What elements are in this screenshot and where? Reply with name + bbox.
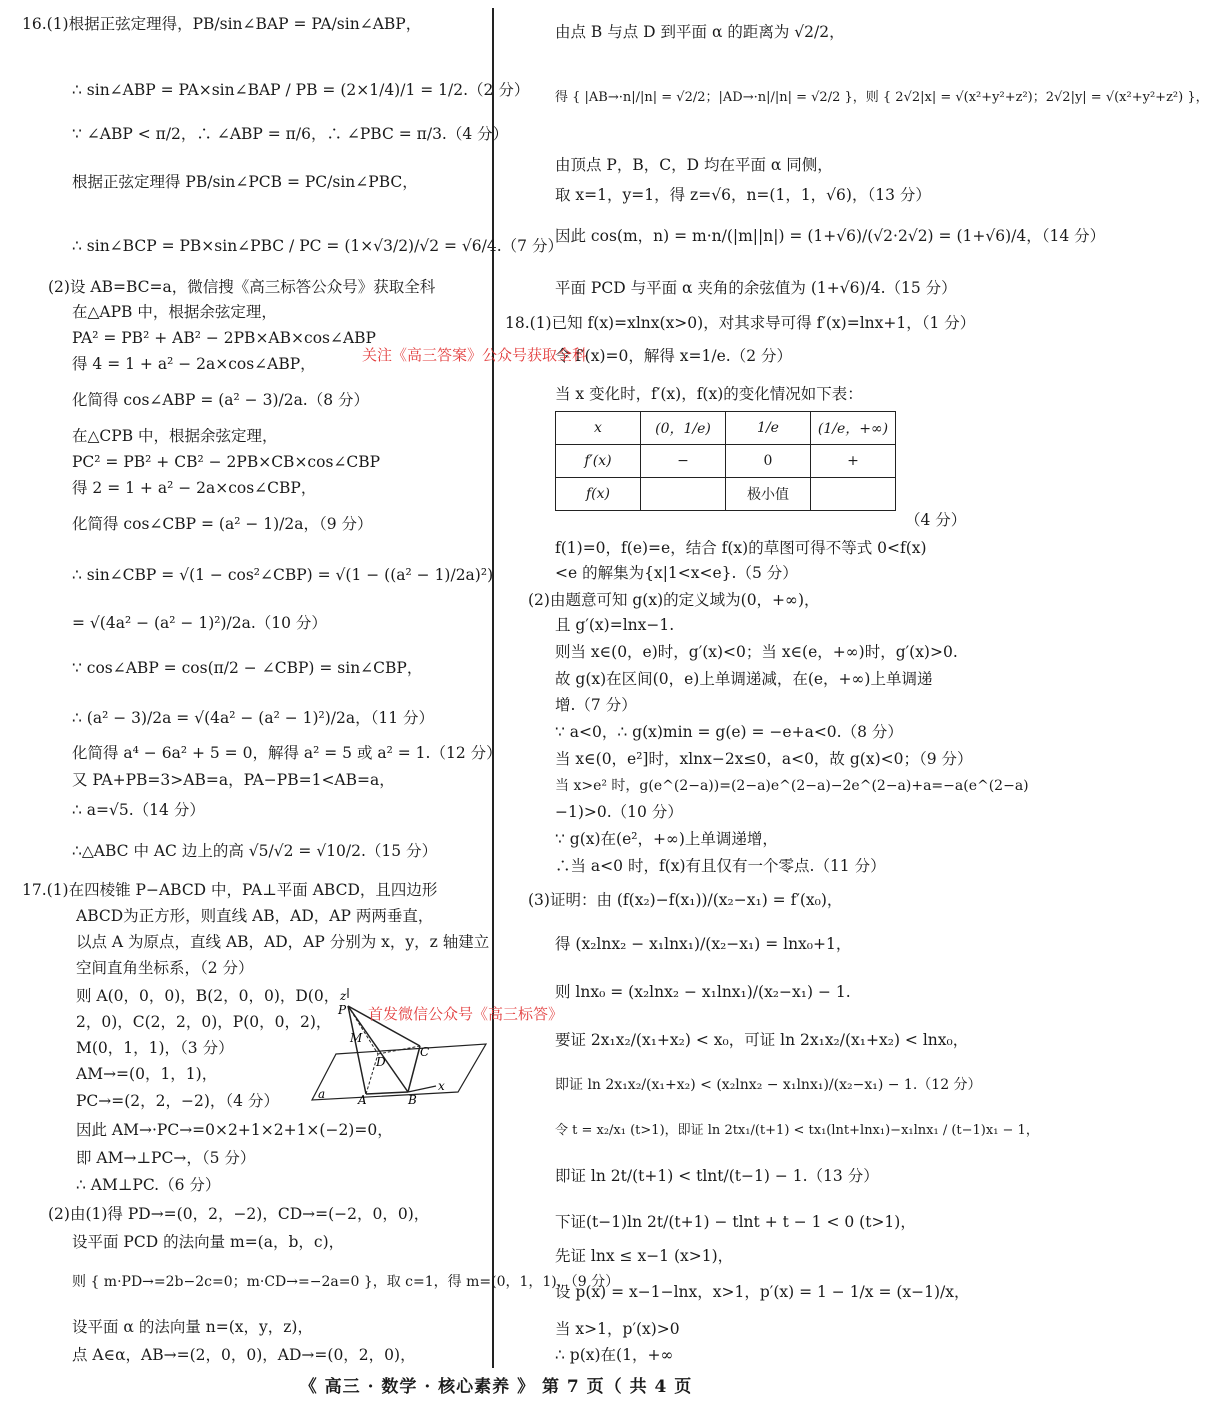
text-line: 增.（7 分）: [555, 696, 637, 714]
text-line: 故 g(x)在区间(0，e)上单调递减，在(e，+∞)上单调递: [555, 670, 933, 688]
text-line: 化简得 cos∠ABP = (a² − 3)/2a.（8 分）: [72, 391, 370, 409]
text-line: 得 { |AB→·n|/|n| = √2/2；|AD→·n|/|n| = √2/2 }，则 { 2√2|x| = √(x²+y²+z²)；2√2|y| = √(x²+y²+z²) }，: [555, 90, 1209, 105]
watermark: 关注《高三答案》公众号获取全科: [362, 346, 588, 364]
table-cell: [641, 478, 726, 511]
text-line: 即证 ln 2x₁x₂/(x₁+x₂) < (x₂lnx₂ − x₁lnx₁)/(x₂−x₁) − 1.（12 分）: [555, 1077, 982, 1093]
text-line: PA² = PB² + AB² − 2PB×AB×cos∠ABP: [72, 329, 376, 347]
text-line: 空间直角坐标系，（2 分）: [76, 959, 254, 977]
x-axis: [408, 1086, 436, 1092]
figure-label: D: [376, 1055, 386, 1069]
text-line: 则 { m·PD→=2b−2c=0；m·CD→=−2a=0 }，取 c=1，得 m=(0，1，1)，（9 分）: [72, 1274, 620, 1290]
text-line: 设 p(x) = x−1−lnx，x>1，p′(x) = 1 − 1/x = (x−1)/x，: [555, 1283, 970, 1301]
text-line: (2)设 AB=BC=a，微信搜《高三标答公众号》获取全科: [48, 278, 436, 296]
table-cell: 1/e: [726, 412, 811, 445]
text-line: 得 4 = 1 + a² − 2a×cos∠ABP，: [72, 355, 316, 373]
text-line: ABCD为正方形，则直线 AB，AD，AP 两两垂直，: [76, 907, 434, 925]
text-line: ∵ ∠ABP < π/2，∴ ∠ABP = π/6，∴ ∠PBC = π/3.（4 分）: [72, 125, 509, 143]
table-cell: 极小值: [726, 478, 811, 511]
text-line: (2)由题意可知 g(x)的定义域为(0，+∞)，: [528, 591, 820, 609]
text-line: 以点 A 为原点，直线 AB，AD，AP 分别为 x，y，z 轴建立: [76, 933, 490, 951]
text-line: PC→=(2，2，−2)，（4 分）: [76, 1092, 279, 1110]
figure-label: a: [318, 1087, 326, 1101]
text-line: ∴ AM⊥PC.（6 分）: [76, 1176, 221, 1194]
text-line: ∵ cos∠ABP = cos(π/2 − ∠CBP) = sin∠CBP，: [72, 659, 423, 677]
text-line: 取 x=1，y=1，得 z=√6，n=(1，1，√6)，（13 分）: [555, 186, 931, 204]
text-line: ∵ a<0，∴ g(x)min = g(e) = −e+a<0.（8 分）: [555, 723, 903, 741]
figure-label: x: [438, 1079, 445, 1093]
figure-label: C: [420, 1045, 430, 1059]
text-line: ∴△ABC 中 AC 边上的高 √5/√2 = √10/2.（15 分）: [72, 842, 438, 860]
text-line: 2，0)，C(2，2，0)，P(0，0，2)，: [76, 1013, 332, 1031]
text-line: 在△CPB 中，根据余弦定理，: [72, 427, 278, 445]
figure-label: M: [350, 1031, 363, 1045]
figure-label: A: [358, 1093, 367, 1107]
text-line: 设平面 α 的法向量 n=(x，y，z)，: [72, 1318, 313, 1336]
text-line: ∴ sin∠CBP = √(1 − cos²∠CBP) = √(1 − ((a² − 1)/2a)²): [72, 566, 494, 584]
text-line: 因此 AM→·PC→=0×2+1×2+1×(−2)=0，: [76, 1121, 393, 1139]
text-line: 即 AM→⊥PC→，（5 分）: [76, 1149, 256, 1167]
edge-dc: [378, 1046, 420, 1054]
text-line: AM→=(0，1，1)，: [76, 1065, 218, 1083]
text-line: 在△APB 中，根据余弦定理，: [72, 303, 277, 321]
column-divider: [492, 8, 494, 1368]
text-line: 令 t = x₂/x₁ (t>1)，即证 ln 2tx₁/(t+1) < tx₁(lnt+lnx₁)−x₁lnx₁ / (t−1)x₁ − 1，: [555, 1123, 1039, 1138]
table-cell: x: [556, 412, 641, 445]
text-line: ∴ (a² − 3)/2a = √(4a² − (a² − 1)²)/2a，（11 分）: [72, 709, 435, 727]
text-line: 化简得 a⁴ − 6a² + 5 = 0，解得 a² = 5 或 a² = 1.（12 分）: [72, 744, 502, 762]
text-line: <e 的解集为{x|1<x<e}.（5 分）: [555, 564, 798, 582]
page-footer: 《 高三 · 数学 · 核心素养 》 第 7 页（ 共 4 页: [299, 1377, 693, 1397]
text-line: ∴ a=√5.（14 分）: [72, 801, 205, 819]
table-cell: [811, 478, 896, 511]
text-line: 根据正弦定理得 PB/sin∠PCB = PC/sin∠PBC，: [72, 173, 418, 191]
text-line: 要证 2x₁x₂/(x₁+x₂) < x₀，可证 ln 2x₁x₂/(x₁+x₂) < lnx₀，: [555, 1031, 969, 1049]
text-line: f(1)=0，f(e)=e，结合 f(x)的草图可得不等式 0<f(x): [555, 539, 927, 557]
text-line: 化简得 cos∠CBP = (a² − 1)/2a，（9 分）: [72, 515, 373, 533]
text-line: 点 A∈α，AB→=(2，0，0)，AD→=(0，2，0)，: [72, 1346, 416, 1364]
table-cell: +: [811, 445, 896, 478]
text-line: 当 x 变化时，f′(x)，f(x)的变化情况如下表：: [555, 385, 863, 403]
text-line: 当 x∈(0，e²]时，xlnx−2x≤0，a<0，故 g(x)<0；（9 分）: [555, 750, 973, 768]
text-line: （4 分）: [905, 511, 967, 529]
table-cell: −: [641, 445, 726, 478]
text-line: (2)由(1)得 PD→=(0，2，−2)，CD→=(−2，0，0)，: [48, 1205, 430, 1223]
text-line: 由顶点 P，B，C，D 均在平面 α 同侧，: [555, 156, 833, 174]
text-line: = √(4a² − (a² − 1)²)/2a.（10 分）: [72, 614, 327, 632]
text-line: 令 f′(x)=0，解得 x=1/e.（2 分）: [555, 347, 792, 365]
table-cell: (0，1/e): [641, 412, 726, 445]
figure-label: P: [338, 1003, 347, 1017]
text-line: 因此 cos(m，n) = m·n/(|m||n|) = (1+√6)/(√2·2√2) = (1+√6)/4，（14 分）: [555, 227, 1106, 245]
text-line: ∴当 a<0 时，f(x)有且仅有一个零点.（11 分）: [555, 857, 886, 875]
plane-alpha: [312, 1044, 486, 1100]
text-line: 则 A(0，0，0)，B(2，0，0)，D(0，: [76, 987, 340, 1005]
table-cell: 0: [726, 445, 811, 478]
figure-label: B: [408, 1093, 417, 1107]
text-line: 设平面 PCD 的法向量 m=(a，b，c)，: [72, 1233, 345, 1251]
text-line: 平面 PCD 与平面 α 夹角的余弦值为 (1+√6)/4.（15 分）: [555, 279, 957, 297]
text-line: 由点 B 与点 D 到平面 α 的距离为 √2/2，: [555, 23, 845, 41]
text-line: 得 (x₂lnx₂ − x₁lnx₁)/(x₂−x₁) = lnx₀+1，: [555, 935, 852, 953]
figure-label: z: [340, 989, 347, 1003]
text-line: 则 lnx₀ = (x₂lnx₂ − x₁lnx₁)/(x₂−x₁) − 1.: [555, 983, 851, 1001]
text-line: 即证 ln 2t/(t+1) < tlnt/(t−1) − 1.（13 分）: [555, 1167, 879, 1185]
variation-table: [555, 411, 896, 511]
table-row: [556, 412, 896, 445]
text-line: 得 2 = 1 + a² − 2a×cos∠CBP，: [72, 479, 317, 497]
text-line: 先证 lnx ≤ x−1 (x>1)，: [555, 1247, 734, 1265]
text-line: M(0，1，1)，（3 分）: [76, 1039, 234, 1057]
table-cell: f′(x): [556, 445, 641, 478]
text-line: PC² = PB² + CB² − 2PB×CB×cos∠CBP: [72, 453, 381, 471]
text-line: 18.(1)已知 f(x)=xlnx(x>0)，对其求导可得 f′(x)=lnx+1，（1 分）: [505, 314, 976, 332]
table-row: [556, 445, 896, 478]
text-line: ∴ sin∠BCP = PB×sin∠PBC / PC = (1×√3/2)/√2 = √6/4.（7 分）: [72, 237, 563, 255]
text-line: (3)证明：由 (f(x₂)−f(x₁))/(x₂−x₁) = f′(x₀)，: [528, 891, 843, 909]
table-cell: (1/e，+∞): [811, 412, 896, 445]
text-line: ∴ p(x)在(1，+∞: [555, 1346, 674, 1364]
table-row: [556, 478, 896, 511]
watermark: 首发微信公众号《高三标答》: [368, 1005, 564, 1023]
edge-bc: [408, 1046, 420, 1092]
text-line: 16.(1)根据正弦定理得，PB/sin∠BAP = PA/sin∠ABP，: [22, 15, 422, 33]
text-line: 又 PA+PB=3>AB=a，PA−PB=1<AB=a，: [72, 771, 395, 789]
text-line: 17.(1)在四棱锥 P−ABCD 中，PA⊥平面 ABCD，且四边形: [22, 881, 438, 899]
text-line: −1)>0.（10 分）: [555, 803, 683, 821]
table-cell: f(x): [556, 478, 641, 511]
text-line: 则当 x∈(0，e)时，g′(x)<0；当 x∈(e，+∞)时，g′(x)>0.: [555, 643, 958, 661]
text-line: ∴ sin∠ABP = PA×sin∠BAP / PB = (2×1/4)/1 = 1/2.（2 分）: [72, 81, 530, 99]
edge-ab: [366, 1092, 408, 1094]
text-line: ∵ g(x)在(e²，+∞)上单调递增，: [555, 830, 778, 848]
text-line: 下证(t−1)ln 2t/(t+1) − tlnt + t − 1 < 0 (t>1)，: [555, 1213, 916, 1231]
text-line: 当 x>e² 时，g(e^(2−a))=(2−a)e^(2−a)−2e^(2−a)+a=−a(e^(2−a): [555, 778, 1029, 794]
text-line: 当 x>1，p′(x)>0: [555, 1320, 680, 1338]
text-line: 且 g′(x)=lnx−1.: [555, 616, 675, 634]
